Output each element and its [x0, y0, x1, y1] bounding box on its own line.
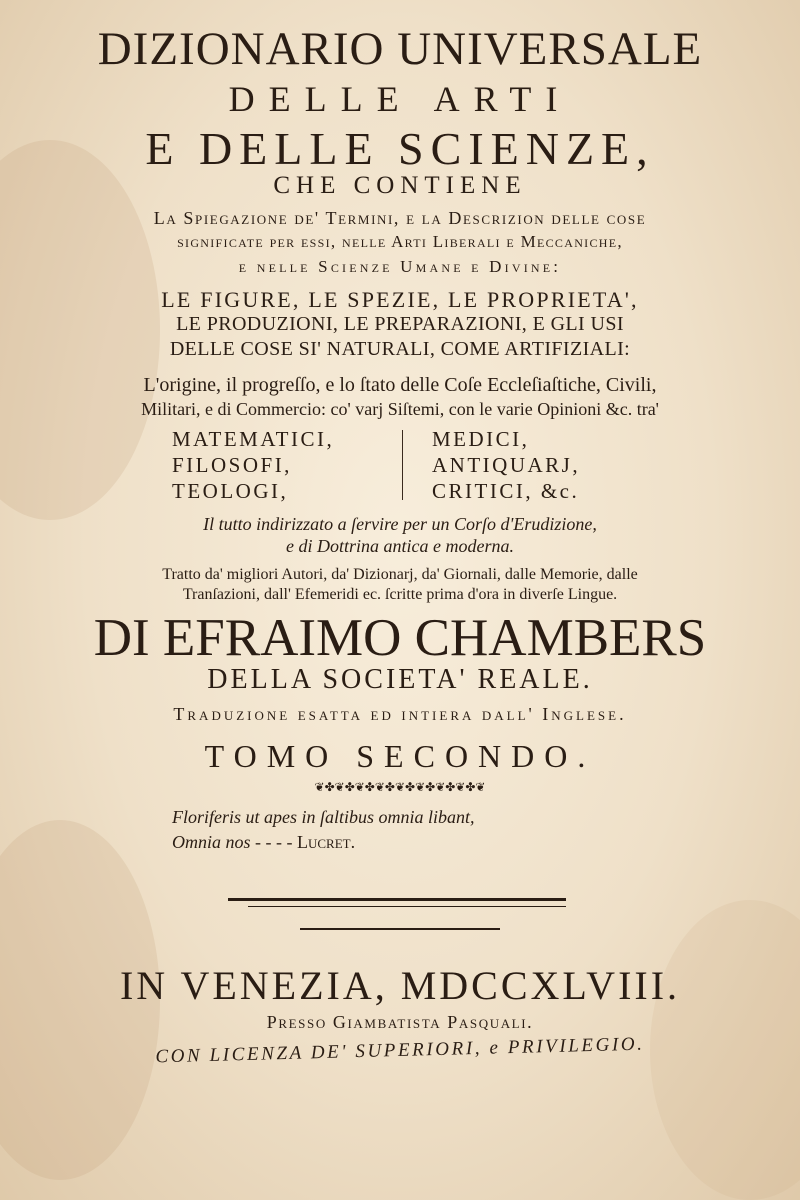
- volume-label: TOMO SECONDO.: [204, 738, 596, 774]
- epigraph-dashes: - - - -: [250, 832, 297, 852]
- discipline-columns: [0, 426, 800, 504]
- left-column-entry: TEOLOGI,: [172, 479, 289, 503]
- purpose-line-1: Il tutto indirizzato a ſervire per un Corſo d'Erudizione,: [203, 514, 597, 534]
- sources-line-2: Tranſazioni, dall' Efemeridi ec. ſcritte prima d'ora in diverſe Lingue.: [182, 586, 618, 603]
- imprint-license: CON LICENZA DE' SUPERIORI, e PRIVILEGIO.: [155, 1033, 645, 1068]
- decorative-rule: [248, 906, 566, 907]
- left-column-entry: MATEMATICI,: [172, 427, 335, 451]
- right-column-entry: CRITICI, &c.: [432, 479, 580, 503]
- title-line-1: DIZIONARIO UNIVERSALE: [97, 23, 703, 75]
- column-divider: [402, 430, 403, 500]
- imprint-place-date: IN VENEZIA, MDCCXLVIII.: [119, 963, 681, 1008]
- body-line-2: Militari, e di Commercio: co' varj Siſtemi, con le varie Opinioni &c. tra': [141, 399, 659, 419]
- ornament-band: ❦✤❦✤❦✤❦✤❦✤❦✤❦✤❦✤❦: [314, 780, 486, 794]
- author-society: DELLA SOCIETA' REALE.: [207, 664, 593, 695]
- right-column-entry: ANTIQUARJ,: [432, 453, 581, 477]
- title-line-3: E DELLE SCIENZE,: [145, 123, 655, 174]
- translation-note: Traduzione esatta ed intiera dall' Inglese.: [173, 704, 627, 724]
- description-line-3: e nelle Scienze Umane e Divine:: [238, 257, 562, 276]
- right-column-entry: MEDICI,: [432, 427, 530, 451]
- purpose-line-2: e di Dottrina antica e moderna.: [286, 536, 514, 556]
- decorative-rule: [300, 928, 500, 930]
- epigraph-italic: Omnia nos: [172, 832, 251, 852]
- sources-line-1: Tratto da' migliori Autori, da' Dizionarj, da' Giornali, dalle Memorie, dalle: [162, 566, 638, 583]
- right-column: [432, 426, 662, 504]
- description-line-2: significate per essi, nelle Arti Liberali e Meccaniche,: [177, 232, 623, 251]
- epigraph-line-1: Floriferis ut apes in ſaltibus omnia libant,: [172, 807, 475, 827]
- body-line-1: L'origine, il progreſſo, e lo ſtato delle Coſe Eccleſiaſtiche, Civili,: [143, 374, 657, 396]
- left-column: [172, 426, 402, 504]
- left-column-entry: FILOSOFI,: [172, 453, 292, 477]
- imprint-printer: Preſso Giambatista Pasquali.: [266, 1012, 534, 1032]
- capitals-line-2: LE PRODUZIONI, LE PREPARAZIONI, E GLI USI: [176, 313, 624, 335]
- epigraph-line-2: [172, 832, 355, 853]
- capitals-line-1: LE FIGURE, LE SPEZIE, LE PROPRIETA',: [161, 287, 639, 312]
- decorative-rule: [228, 898, 566, 901]
- author-name: DI EFRAIMO CHAMBERS: [93, 609, 707, 667]
- description-line-1: La Spiegazione de' Termini, e la Descrizion delle cose: [153, 208, 647, 228]
- epigraph-source: Lucret.: [297, 832, 356, 852]
- title-line-4: CHE CONTIENE: [273, 172, 527, 199]
- capitals-line-3: DELLE COSE SI' NATURALI, COME ARTIFIZIALI:: [169, 338, 631, 360]
- title-line-2: DELLE ARTI: [228, 79, 572, 119]
